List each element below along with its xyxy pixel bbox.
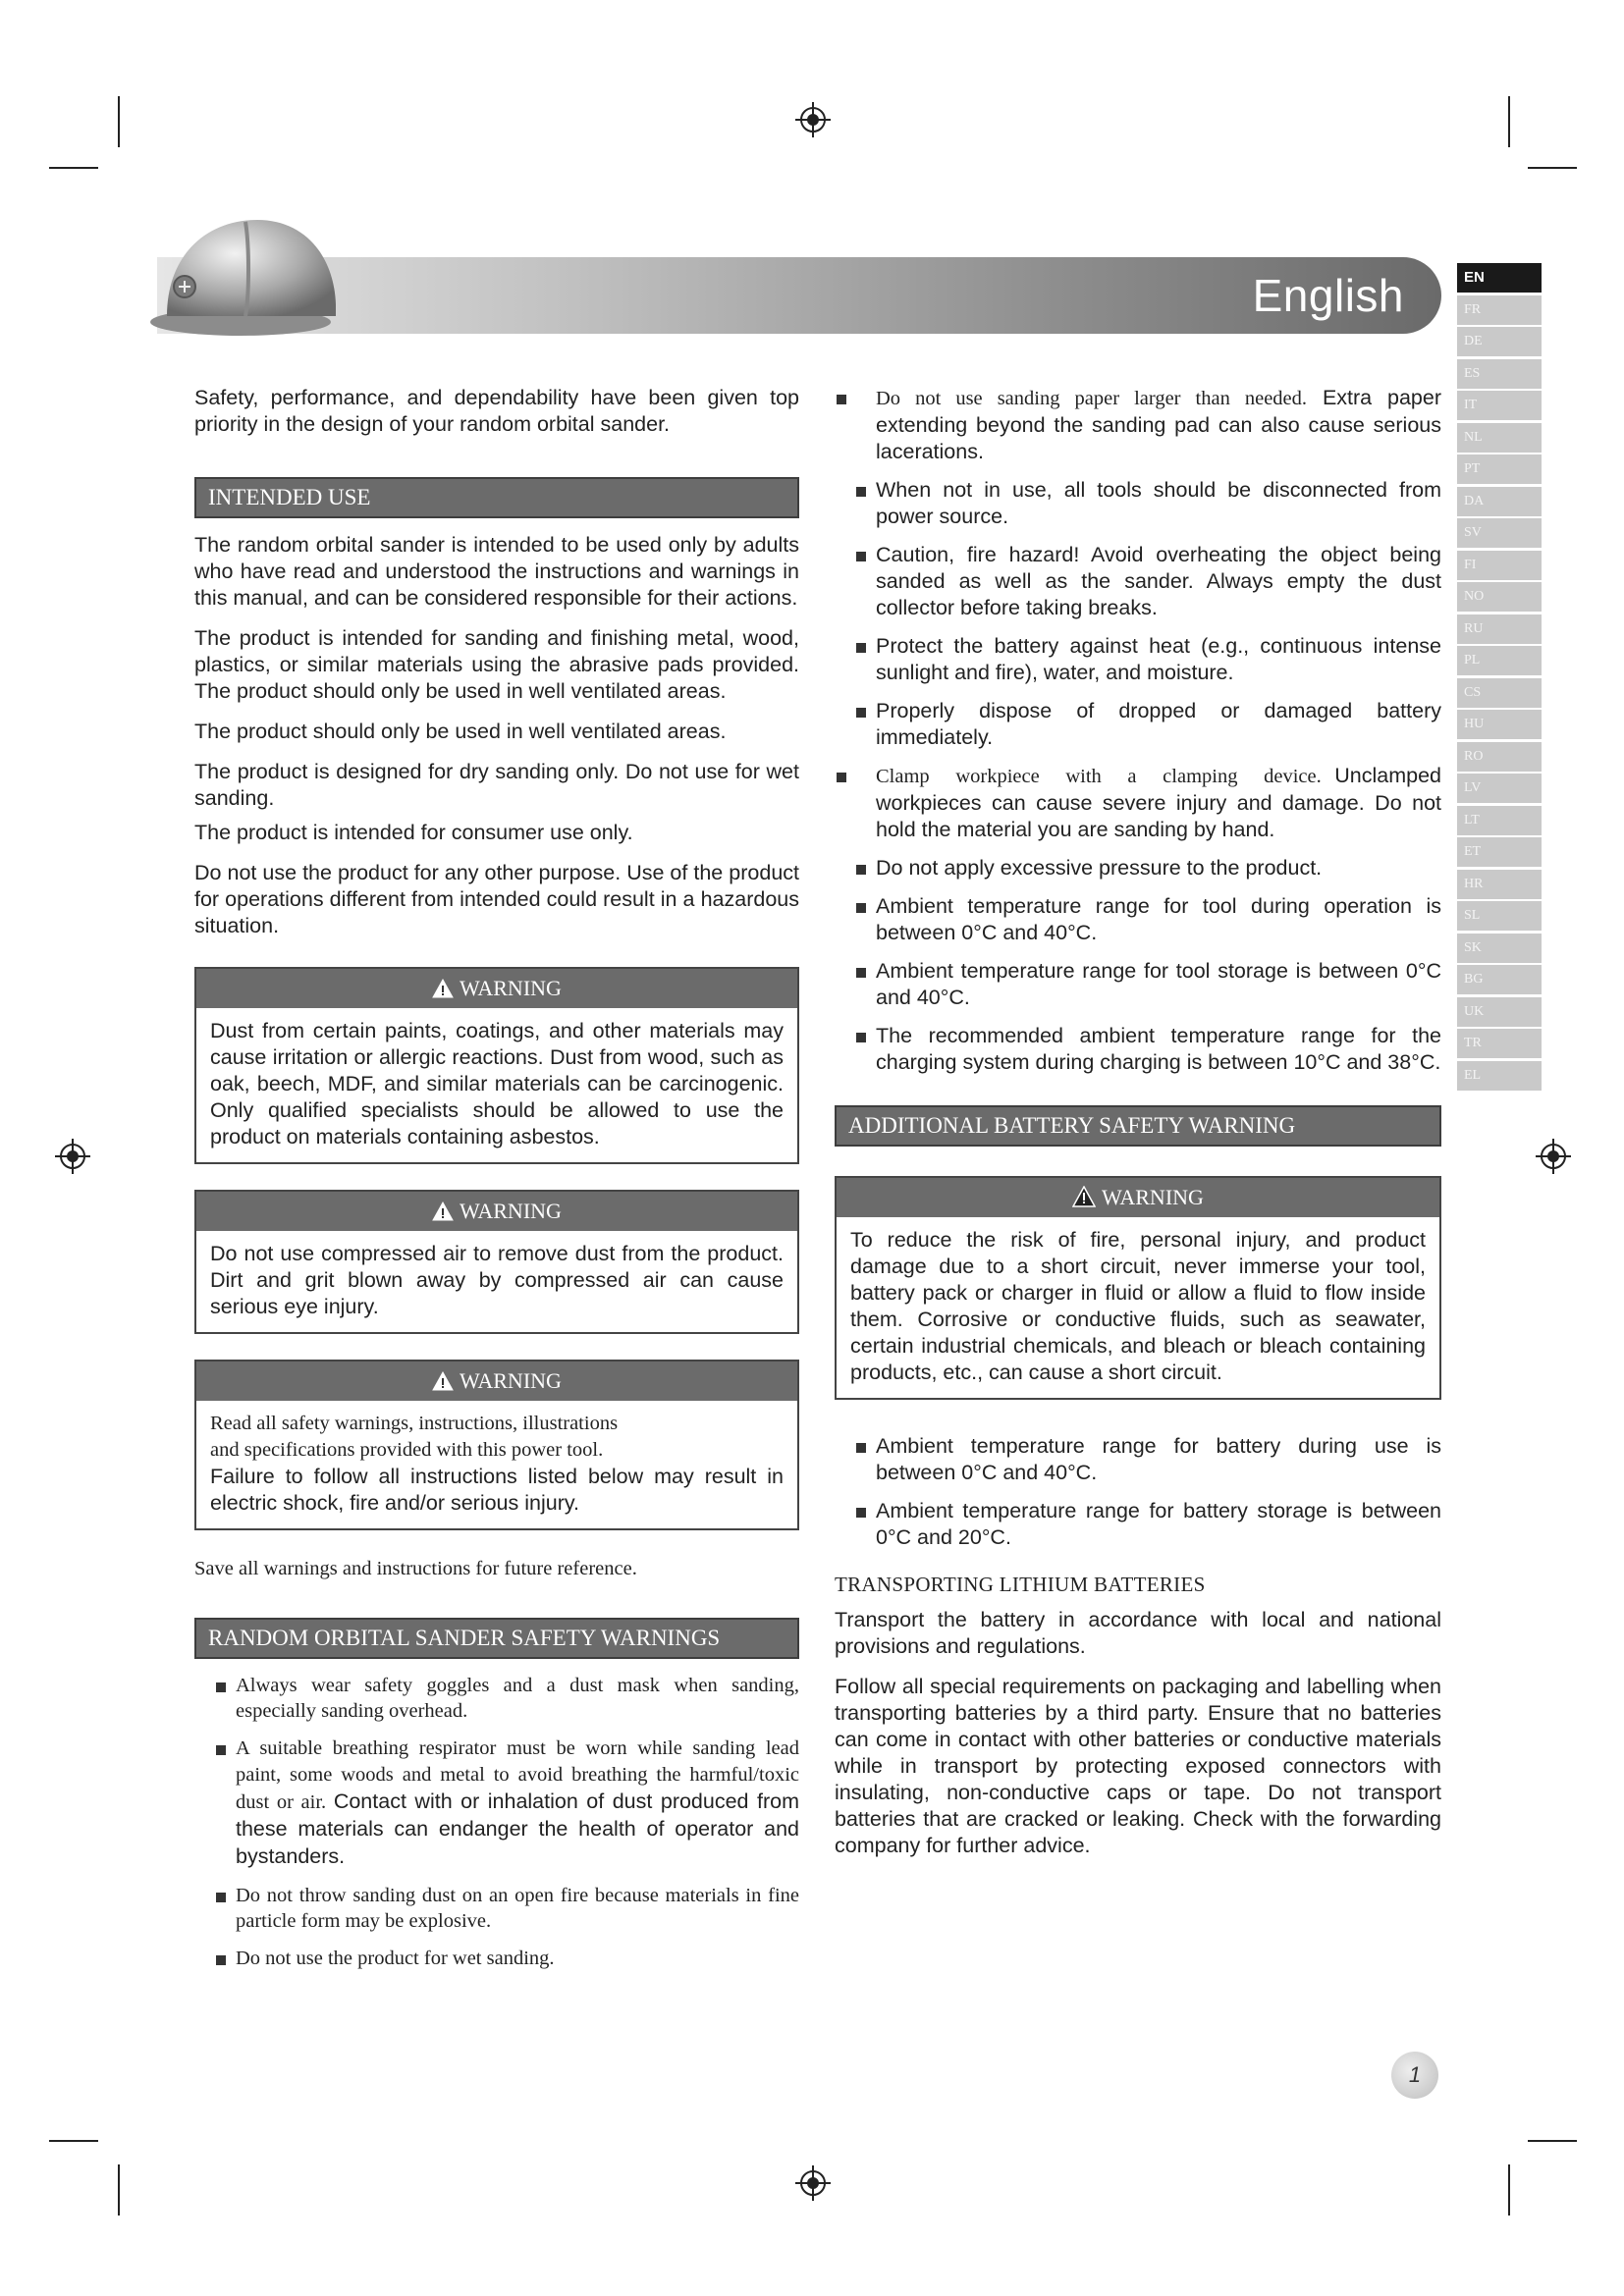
- sander-safety-list: [194, 1673, 799, 1971]
- intended-use-paragraph: Do not use the product for any other purpose. Use of the product for operations different from intended could result in a hazardous situation.: [194, 861, 799, 937]
- registration-mark-icon: [1536, 1139, 1571, 1174]
- language-tab[interactable]: NO: [1457, 582, 1542, 612]
- warning-title: WARNING: [1102, 1185, 1204, 1209]
- language-tab[interactable]: NL: [1457, 423, 1542, 453]
- list-item: Ambient temperature range for tool storage is between 0°C and 40°C.: [835, 958, 1441, 1011]
- warning-header: [196, 1362, 797, 1401]
- language-tab[interactable]: EN: [1457, 263, 1542, 293]
- list-item: Always wear safety goggles and a dust mask when sanding, especially sanding overhead.: [194, 1673, 799, 1724]
- language-tab[interactable]: IT: [1457, 391, 1542, 420]
- language-tab[interactable]: PL: [1457, 646, 1542, 675]
- page-number: 1: [1391, 2052, 1438, 2099]
- crop-mark: [1528, 2140, 1577, 2142]
- intended-use-paragraph: The product should only be used in well ventilated areas.: [194, 720, 727, 743]
- list-item-text: Extra paper extending beyond the sanding pad can also cause serious lacerations.: [876, 386, 1441, 463]
- page-title: English: [1252, 270, 1404, 321]
- intended-use-heading: INTENDED USE: [194, 477, 799, 518]
- warning-box-dust: [194, 967, 799, 1164]
- intended-use-paragraph: The product is designed for dry sanding only. Do not use for wet sanding.: [194, 760, 799, 810]
- warning-text: Do not use compressed air to remove dust from the product. Dirt and grit blown away by compressed air can cause serious eye injury.: [210, 1242, 784, 1318]
- language-tab[interactable]: HU: [1457, 710, 1542, 739]
- list-item: Ambient temperature range for tool during operation is between 0°C and 40°C.: [835, 893, 1441, 946]
- safety-helmet-icon: [147, 206, 344, 344]
- list-item: Do not apply excessive pressure to the product.: [835, 855, 1441, 881]
- list-item: Caution, fire hazard! Avoid overheating the object being sanded as well as the sander. Always empty the dust collector before taking breaks.: [835, 542, 1441, 621]
- warning-body: [196, 1401, 797, 1528]
- warning-title: WARNING: [460, 1199, 562, 1223]
- warning-text: Read all safety warnings, instructions, illustrations: [210, 1413, 619, 1434]
- language-tab[interactable]: CS: [1457, 678, 1542, 708]
- warning-triangle-icon: [432, 979, 454, 998]
- warning-text: Failure to follow all instructions listed below may result in electric shock, fire and/or serious injury.: [210, 1465, 784, 1515]
- language-tab[interactable]: FI: [1457, 551, 1542, 580]
- crop-mark: [118, 2164, 120, 2216]
- transport-paragraph: Follow all special requirements on packaging and labelling when transporting batteries by a third party. Ensure that no batteries can come in contact with other batteries or conductive materials while in transport by protecting exposed connectors with insulating, non-conductive caps or tape. Do not transport batteries that are cracked or leaking. Check with the forwarding company for further advice.: [835, 1675, 1441, 1857]
- language-tab[interactable]: HR: [1457, 870, 1542, 899]
- crop-mark: [1508, 2164, 1510, 2216]
- language-tab[interactable]: LV: [1457, 774, 1542, 803]
- intro-text: Safety, performance, and dependability have been given top priority in the design of your random orbital sander.: [194, 386, 799, 436]
- list-item: [194, 1735, 799, 1871]
- sander-safety-heading: RANDOM ORBITAL SANDER SAFETY WARNINGS: [194, 1618, 799, 1659]
- sander-safety-list-continued: [835, 763, 1441, 843]
- language-tab[interactable]: BG: [1457, 965, 1542, 994]
- language-tab[interactable]: FR: [1457, 295, 1542, 325]
- warning-box-battery: [835, 1176, 1441, 1400]
- crop-mark: [49, 2140, 98, 2142]
- language-tab[interactable]: ES: [1457, 359, 1542, 389]
- warning-text: Dust from certain paints, coatings, and other materials may cause irritation or allergic reactions. Dust from wood, such as oak, beech, MDF, and similar materials can be carcinogenic. Only qualified specialists should be allowed to use the product on materials containing asbestos.: [210, 1019, 784, 1148]
- language-tab[interactable]: UK: [1457, 997, 1542, 1027]
- language-banner: [157, 257, 1441, 334]
- warning-triangle-icon: [1072, 1186, 1096, 1207]
- crop-mark: [118, 96, 120, 147]
- list-item-text: Do not use sanding paper larger than needed.: [876, 388, 1308, 409]
- language-tab[interactable]: SV: [1457, 518, 1542, 548]
- language-tab[interactable]: LT: [1457, 806, 1542, 835]
- list-item: Protect the battery against heat (e.g., continuous intense sunlight and fire), water, and moisture.: [835, 633, 1441, 686]
- warning-text: To reduce the risk of fire, personal injury, and product damage due to a short circuit, never immerse your tool, battery pack or charger in fluid or allow a fluid to flow inside them. Corrosive or conductive fluids, such as seawater, certain industrial chemicals, and bleach or bleach containing products, etc., can cause a short circuit.: [850, 1228, 1426, 1384]
- list-item: Properly dispose of dropped or damaged battery immediately.: [835, 698, 1441, 751]
- battery-temperature-list: [835, 1433, 1441, 1551]
- language-tab[interactable]: DA: [1457, 487, 1542, 516]
- registration-mark-icon: [55, 1139, 90, 1174]
- transport-paragraph: Transport the battery in accordance with local and national provisions and regulations.: [835, 1608, 1441, 1658]
- intended-use-paragraph: The product is intended for sanding and finishing metal, wood, plastics, or similar materials using the abrasive pads provided. The product should only be used in well ventilated areas.: [194, 626, 799, 703]
- list-item-text: Contact with or inhalation of dust produced from these materials can endanger the health of operator and bystanders.: [236, 1789, 800, 1868]
- sander-safety-list-continued: [835, 477, 1441, 751]
- list-item: Ambient temperature range for battery storage is between 0°C and 20°C.: [835, 1498, 1441, 1551]
- warning-box-read-instructions: [194, 1360, 799, 1530]
- intended-use-paragraph: The product is intended for consumer use only.: [194, 821, 633, 844]
- language-tab[interactable]: TR: [1457, 1029, 1542, 1058]
- list-item: Do not throw sanding dust on an open fire because materials in fine particle form may be explosive.: [194, 1883, 799, 1934]
- language-tab[interactable]: DE: [1457, 327, 1542, 356]
- save-note: Save all warnings and instructions for future reference.: [194, 1558, 637, 1579]
- list-item-text: A suitable breathing respirator must be worn while sanding lead paint, some woods and metal to avoid breathing the harmful/toxic dust or air.: [236, 1737, 799, 1813]
- language-tab[interactable]: RO: [1457, 742, 1542, 772]
- warning-header: [196, 1192, 797, 1231]
- list-item: Ambient temperature range for battery during use is between 0°C and 40°C.: [835, 1433, 1441, 1486]
- list-item: [835, 385, 1441, 465]
- warning-header: [196, 969, 797, 1008]
- list-item: When not in use, all tools should be disconnected from power source.: [835, 477, 1441, 530]
- language-tab[interactable]: SL: [1457, 901, 1542, 931]
- language-tab[interactable]: PT: [1457, 454, 1542, 484]
- sander-safety-list-continued: [835, 385, 1441, 465]
- warning-triangle-icon: [432, 1371, 454, 1391]
- sander-safety-list-continued: [835, 855, 1441, 1076]
- crop-mark: [49, 167, 98, 169]
- warning-box-compressed-air: [194, 1190, 799, 1334]
- warning-title: WARNING: [460, 1368, 562, 1393]
- battery-safety-heading: ADDITIONAL BATTERY SAFETY WARNING: [835, 1105, 1441, 1147]
- list-item: The recommended ambient temperature range for the charging system during charging is between 10°C and 38°C.: [835, 1023, 1441, 1076]
- warning-title: WARNING: [460, 976, 562, 1000]
- left-column: [194, 385, 799, 1983]
- crop-mark: [1508, 96, 1510, 147]
- registration-mark-icon: [795, 102, 831, 137]
- language-tab[interactable]: SK: [1457, 934, 1542, 963]
- list-item-text: Clamp workpiece with a clamping device.: [876, 766, 1322, 787]
- crop-mark: [1528, 167, 1577, 169]
- language-tab[interactable]: RU: [1457, 614, 1542, 644]
- list-item: Do not use the product for wet sanding.: [194, 1946, 799, 1971]
- right-column: [835, 385, 1441, 1873]
- registration-mark-icon: [795, 2165, 831, 2201]
- list-item-text: Unclamped workpieces can cause severe injury and damage. Do not hold the material you are sanding by hand.: [876, 764, 1441, 841]
- warning-text: and specifications provided with this power tool.: [210, 1439, 604, 1461]
- warning-triangle-icon: [432, 1201, 454, 1221]
- intended-use-paragraph: The random orbital sander is intended to be used only by adults who have read and understood the instructions and warnings in this manual, and can be considered responsible for their actions.: [194, 533, 799, 610]
- list-item: [835, 763, 1441, 843]
- language-tabs: [1457, 263, 1542, 1093]
- warning-header: [837, 1178, 1439, 1217]
- language-tab[interactable]: ET: [1457, 837, 1542, 867]
- transport-heading: TRANSPORTING LITHIUM BATTERIES: [835, 1573, 1206, 1596]
- language-tab[interactable]: EL: [1457, 1061, 1542, 1091]
